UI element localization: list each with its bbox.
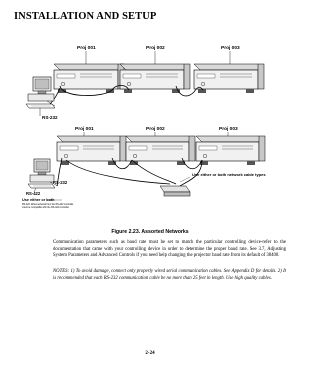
projector-label: Proj 002 <box>146 46 165 51</box>
section-title: INSTALLATION AND SETUP <box>14 11 157 22</box>
projector-label: Proj 002 <box>146 127 165 132</box>
use-either-label: Use either or both <box>22 198 55 202</box>
network-hub-icon <box>160 186 190 196</box>
projector-label: Proj 001 <box>75 127 94 132</box>
projector-icon <box>194 64 264 93</box>
rs232-label: RS-232 <box>42 115 58 120</box>
projector-icon <box>126 136 195 165</box>
network-cable <box>132 160 176 184</box>
projector-icon <box>120 64 190 93</box>
figure-caption: Figure 2.23. Assorted Networks <box>111 229 189 235</box>
projector-label: Proj 001 <box>77 46 96 51</box>
computer-icon <box>26 77 55 108</box>
network-cable <box>66 160 170 184</box>
notes-paragraph: NOTES: 1) To avoid damage, connect only properly wired serial communication cables. See Appendix D for details. 2) It is recommended that each RS-232 communication cable be no more than 25 feet in length. Use high quality cables. <box>53 269 286 281</box>
projector-label: Proj 003 <box>221 46 240 51</box>
body-paragraph: Communication parameters such as baud rate must be set to match the particular controlling device-refer to the documentation that came with your controlling device in order to determine the proper baud rate. See 3.7, Adjusting System Parameters and Advanced Controls if you need help changing the projector baud rate from its default of 38400. <box>53 240 286 258</box>
network-cable-note: Use either or both network cable types <box>192 172 266 177</box>
rs422-label: RS-422 <box>26 191 41 196</box>
top-network-diagram <box>26 45 264 120</box>
bottom-network-diagram <box>22 126 266 209</box>
rs232-label: RS-232 <box>53 180 68 185</box>
projector-label: Proj 003 <box>219 127 238 132</box>
computer-icon <box>28 159 55 188</box>
use-either-note-line: RS-422: Ethernet/serial from the RS-422 controller <box>22 204 74 206</box>
projector-icon <box>196 136 265 165</box>
page-number: 2-24 <box>145 351 155 356</box>
use-either-note-line: must be compatible with the RS-422 controller <box>22 207 69 209</box>
